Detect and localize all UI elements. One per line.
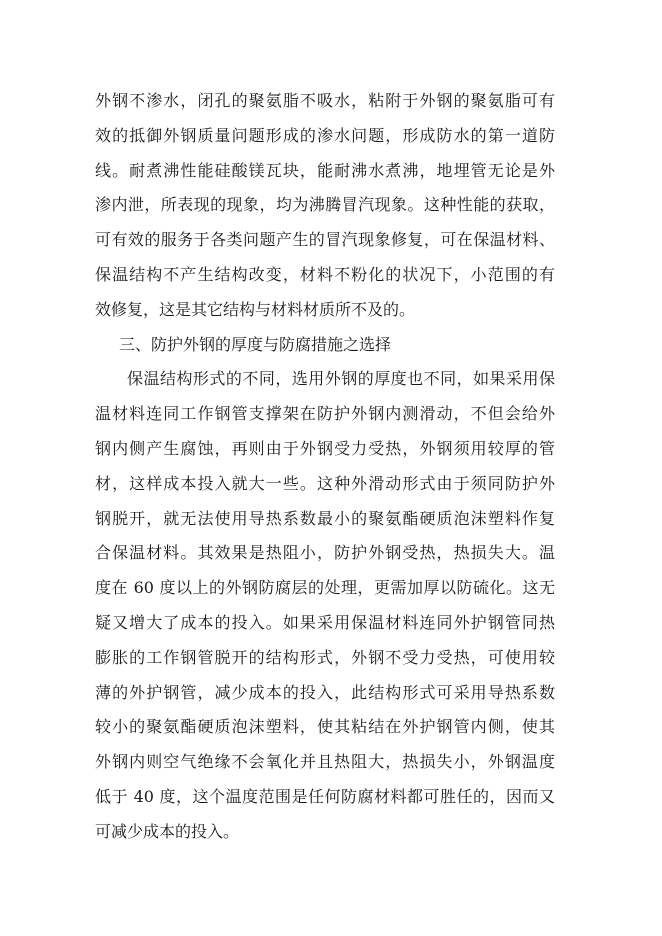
section-heading: 三、防护外钢的厚度与防腐措施之选择 bbox=[119, 334, 392, 354]
text-line: 保温结构不产生结构改变，材料不粉化的状况下，小范围的有 bbox=[95, 264, 555, 284]
text-line: 效修复，这是其它结构与材料材质所不及的。 bbox=[95, 299, 416, 319]
text-line: 膨胀的工作钢管脱开的结构形式，外钢不受力受热，可使用较 bbox=[95, 647, 555, 667]
text-line: 钢内侧产生腐蚀，再则由于外钢受力受热，外钢须用较厚的管 bbox=[95, 438, 555, 458]
text-line: 钢脱开，就无法使用导热系数最小的聚氨酯硬质泡沫塑料作复 bbox=[95, 508, 555, 528]
document-body bbox=[95, 84, 555, 850]
paragraph-1 bbox=[95, 84, 555, 328]
text-line: 合保温材料。其效果是热阻小，防护外钢受热，热损失大。温 bbox=[95, 543, 555, 563]
text-line: 外钢内则空气绝缘不会氧化并且热阻大，热损失小，外钢温度 bbox=[95, 752, 555, 772]
text-line: 低于 40 度，这个温度范围是任何防腐材料都可胜任的，因而又 bbox=[95, 786, 555, 806]
text-line: 温材料连同工作钢管支撑架在防护外钢内测滑动，不但会给外 bbox=[95, 404, 555, 424]
text-line: 薄的外护钢管，减少成本的投入，此结构形式可采用导热系数 bbox=[95, 682, 555, 702]
text-line: 效的抵御外钢质量问题形成的渗水问题，形成防水的第一道防 bbox=[95, 125, 555, 145]
text-line: 材，这样成本投入就大一些。这种外滑动形式由于须同防护外 bbox=[95, 473, 555, 493]
text-line: 疑又增大了成本的投入。如果采用保温材料连同外护钢管同热 bbox=[95, 612, 555, 632]
text-line: 较小的聚氨酯硬质泡沫塑料，使其粘结在外护钢管内侧，使其 bbox=[95, 717, 555, 737]
text-line: 可有效的服务于各类问题产生的冒汽现象修复，可在保温材料、 bbox=[95, 230, 555, 250]
text-line: 渗内泄，所表现的现象，均为沸腾冒汽现象。这种性能的获取， bbox=[95, 195, 555, 215]
text-line: 度在 60 度以上的外钢防腐层的处理，更需加厚以防硫化。这无 bbox=[95, 578, 555, 598]
text-line: 可减少成本的投入。 bbox=[95, 821, 240, 841]
text-line: 外钢不渗水，闭孔的聚氨脂不吸水，粘附于外钢的聚氨脂可有 bbox=[95, 91, 555, 110]
text-line: 线。耐煮沸性能硅酸镁瓦块，能耐沸水煮沸，地埋管无论是外 bbox=[95, 160, 555, 180]
paragraph-2 bbox=[95, 362, 555, 849]
text-line: 保温结构形式的不同，选用外钢的厚度也不同，如果采用保 bbox=[127, 369, 555, 389]
